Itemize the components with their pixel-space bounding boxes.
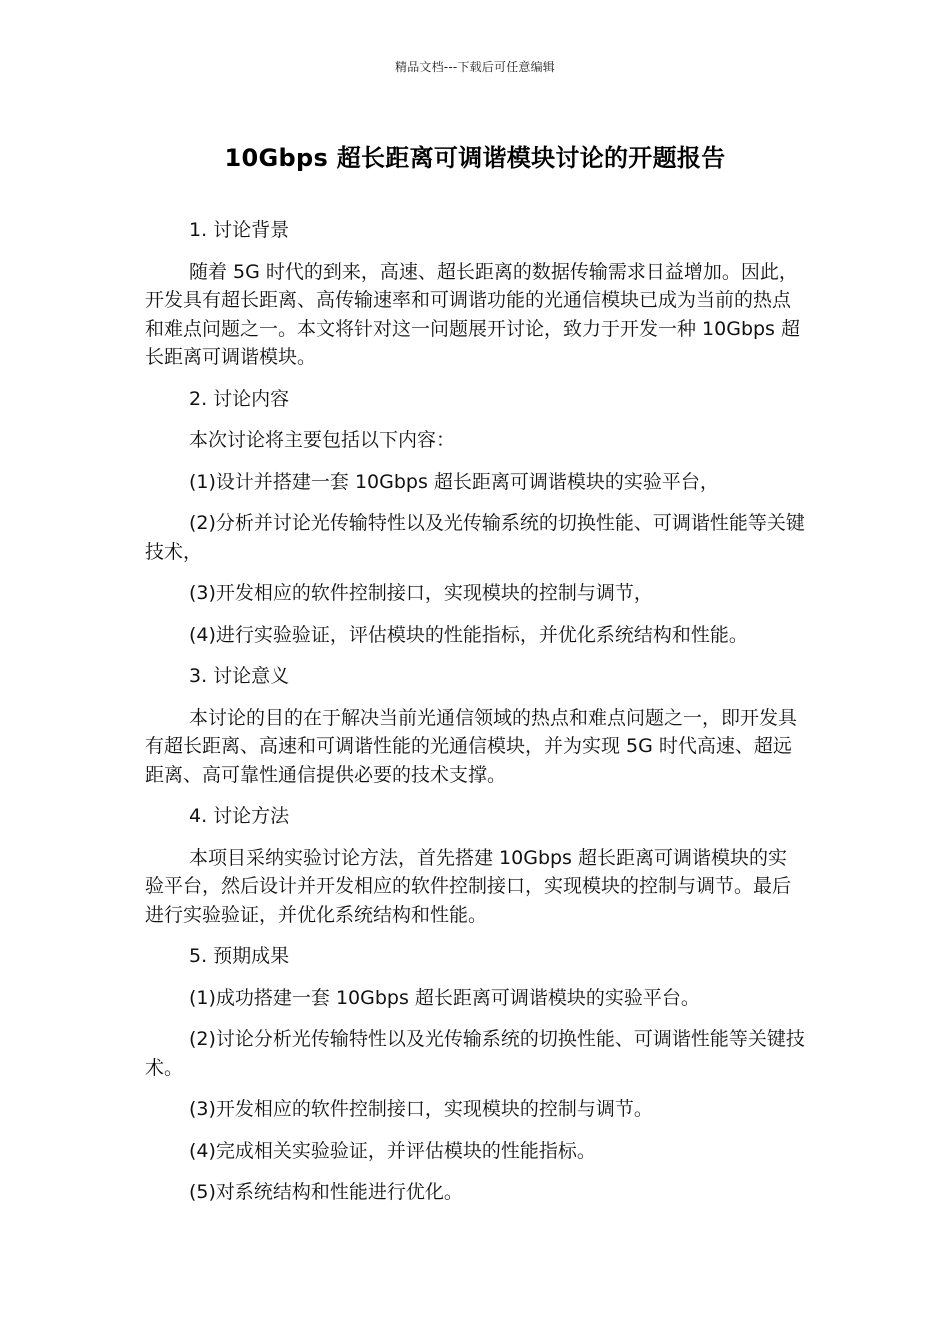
- section-heading-content: 2. 讨论内容: [189, 387, 290, 410]
- results-item-2: (2)讨论分析光传输特性以及光传输系统的切换性能、可调谐性能等关键技术。: [145, 1028, 805, 1079]
- results-item-5: (5)对系统结构和性能进行优化。: [189, 1181, 463, 1203]
- content-item-4: (4)进行实验验证，评估模块的性能指标，并优化系统结构和性能。: [189, 623, 748, 646]
- results-item-4: (4)完成相关实验验证，并评估模块的性能指标。: [189, 1139, 596, 1162]
- results-item-1: (1)成功搭建一套 10Gbps 超长距离可调谐模块的实验平台。: [189, 986, 700, 1009]
- header-note: 精品文档---下载后可任意编辑: [395, 60, 555, 74]
- section-heading-results: 5. 预期成果: [189, 945, 290, 967]
- section-heading-method: 4. 讨论方法: [189, 805, 290, 827]
- content-intro: 本次讨论将主要包括以下内容：: [189, 429, 456, 451]
- content-item-3: (3)开发相应的软件控制接口，实现模块的控制与调节，: [189, 582, 653, 604]
- content-item-1: (1)设计并搭建一套 10Gbps 超长距离可调谐模块的实验平台，: [189, 470, 719, 493]
- section-heading-significance: 3. 讨论意义: [189, 665, 290, 687]
- method-paragraph: 本项目采纳实验讨论方法，首先搭建 10Gbps 超长距离可调谐模块的实验平台，然后设计并开发相应的软件控制接口，实现模块的控制与调节。最后进行实验验证，并优化系统结构和性能。: [145, 846, 792, 926]
- background-paragraph: 随着 5G 时代的到来，高速、超长距离的数据传输需求日益增加。因此，开发具有超长距离、高传输速率和可调谐功能的光通信模块已成为当前的热点和难点问题之一。本文将针对这一问题展开讨论，致力于开发一种 10Gbps 超长距离可调谐模块。: [145, 260, 801, 368]
- document-body: [145, 216, 805, 1220]
- content-item-2: (2)分析并讨论光传输特性以及光传输系统的切换性能、可调谐性能等关键技术，: [145, 512, 805, 563]
- section-heading-background: 1. 讨论背景: [189, 219, 290, 241]
- results-item-3: (3)开发相应的软件控制接口，实现模块的控制与调节。: [189, 1098, 653, 1120]
- significance-paragraph: 本讨论的目的在于解决当前光通信领域的热点和难点问题之一，即开发具有超长距离、高速和可调谐性能的光通信模块，并为实现 5G 时代高速、超远距离、高可靠性通信提供必要的技术支撑。: [145, 706, 798, 786]
- document-title: 10Gbps 超长距离可调谐模块讨论的开题报告: [224, 144, 726, 172]
